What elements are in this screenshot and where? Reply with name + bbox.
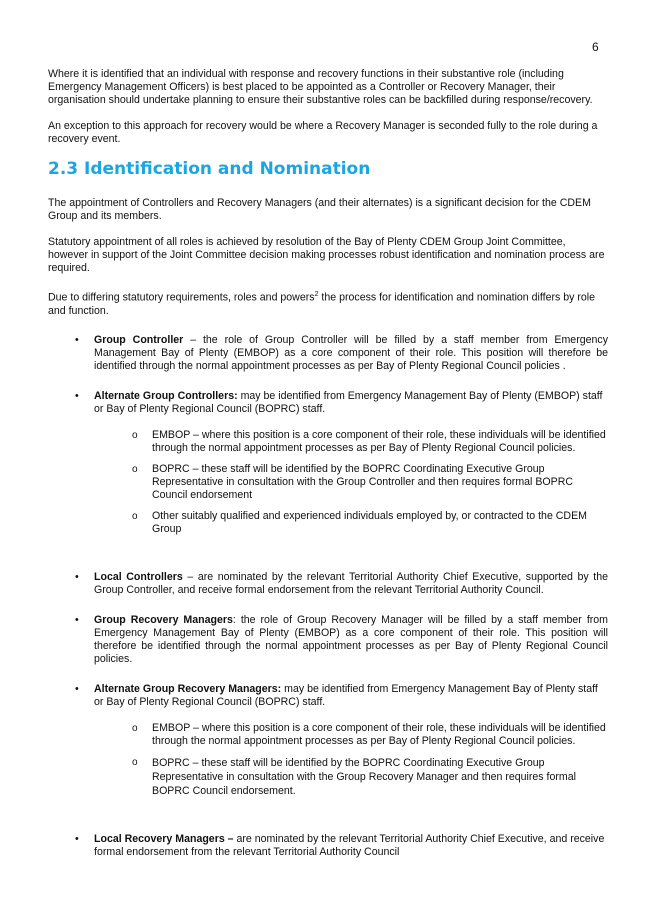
sub-bullet-glyph: o: [132, 722, 138, 734]
sub-item-text: BOPRC – these staff will be identified by the BOPRC Coordinating Executive Group Representative in consultation with the Group Controller and then requires formal BOPRC Council endorsement: [152, 462, 574, 501]
bullet-body: are nominated by the relevant Territorial Authority Chief Executive, and receive formal endorsement from the relevant Territorial Authority Council: [94, 832, 605, 858]
sub-bullet-glyph: o: [132, 756, 138, 768]
bullet-glyph: •: [75, 389, 79, 402]
intro-paragraph-2: An exception to this approach for recovery would be where a Recovery Manager is seconded fully to the role during a recovery event.: [48, 120, 598, 145]
bullet-term: Group Controller: [94, 333, 184, 346]
bullet-term: Alternate Group Controllers:: [94, 389, 238, 402]
sub-item: [94, 756, 608, 798]
bullet-body: : the role of Group Recovery Manager will be filled by a staff member from Emergency Management Bay of Plenty (EMBOP) as a core component of their role. This position will therefore be identified through the normal appointment processes as per Bay of Plenty Regional Council policies.: [94, 613, 609, 665]
bullet-alternate-group-controllers: [48, 390, 608, 558]
bullet-local-recovery-managers: [48, 833, 608, 859]
sub-item-text: EMBOP – where this position is a core component of their role, these individuals will be identified through the normal appointment processes as per Bay of Plenty Regional Council policies.: [152, 428, 606, 454]
bullet-text: [94, 390, 608, 416]
bullet-term: Group Recovery Managers: [94, 613, 233, 626]
bullet-local-controllers: [48, 571, 608, 597]
bullet-term: Alternate Group Recovery Managers:: [94, 682, 282, 695]
statutory-text-after: the process for identification and nomination differs by role and function.: [48, 291, 596, 317]
spacer: [94, 806, 608, 820]
statutory-text-before: Due to differing statutory requirements, roles and powers: [48, 291, 315, 304]
section-paragraph-2: Statutory appointment of all roles is achieved by resolution of the Bay of Plenty CDEM Group Joint Committee, however in support of the Joint Committee decision making processes robust identification and nomination process are required.: [48, 236, 605, 274]
sub-item: [94, 722, 608, 748]
bullet-term: Local Recovery Managers –: [94, 832, 234, 845]
bullet-glyph: •: [75, 613, 79, 626]
sub-item-text: Other suitably qualified and experienced individuals employed by, or contracted to the CDEM Group: [152, 509, 587, 535]
page-content: [48, 68, 608, 872]
sub-list: [94, 429, 608, 536]
bullet-alternate-group-recovery-managers: [48, 683, 608, 820]
intro-paragraph-1: Where it is identified that an individual with response and recovery functions in their substantive role (including Emergency Management Officers) is best placed to be appointed as a Controller or Recovery Manager, their organisation should undertake planning to ensure their substantive roles can be backfilled during response/recovery.: [48, 68, 593, 106]
bullet-body: may be identified from Emergency Management Bay of Plenty (EMBOP) staff or Bay of Plenty Regional Council (BOPRC) staff.: [94, 389, 603, 415]
bullet-body: – the role of Group Controller will be filled by a staff member from Emergency Management Bay of Plenty (EMBOP) as a core component of their role. This position will therefore be identified through the normal appointment processes as per Bay of Plenty Regional Council policies .: [94, 333, 608, 372]
bullet-body: may be identified from Emergency Management Bay of Plenty staff or Bay of Plenty Regional Council (BOPRC) staff.: [94, 682, 598, 708]
sub-item-text: EMBOP – where this position is a core component of their role, these individuals will be identified through the normal appointment processes as per Bay of Plenty Regional Council policies.: [152, 721, 606, 747]
footnote-marker: 2: [314, 291, 319, 298]
sub-bullet-glyph: o: [132, 429, 138, 441]
bullet-term: Local Controllers: [94, 570, 183, 583]
sub-item: [94, 463, 608, 502]
page-number: 6: [592, 40, 599, 54]
bullet-text: [94, 571, 608, 597]
sub-list: [94, 722, 608, 798]
bullet-body: – are nominated by the relevant Territorial Authority Chief Executive, supported by the Group Controller, and receive formal endorsement from the relevant Territorial Authority Council.: [94, 570, 608, 596]
bullet-glyph: •: [75, 682, 79, 695]
bullet-text: [94, 614, 608, 666]
sub-item: [94, 429, 608, 455]
sub-bullet-glyph: o: [132, 463, 138, 475]
bullet-text: [94, 334, 608, 373]
bullet-text: [94, 683, 608, 709]
section-heading: 2.3 Identification and Nomination: [48, 159, 371, 179]
bullet-group-controller: [48, 334, 608, 373]
bullet-glyph: •: [75, 832, 79, 845]
sub-item-text: BOPRC – these staff will be identified by the BOPRC Coordinating Executive Group Representative in consultation with the Group Recovery Manager and then requires formal BOPRC Council endorsement.: [152, 756, 576, 797]
bullet-group-recovery-managers: [48, 614, 608, 666]
spacer: [94, 544, 608, 558]
bullet-text: [94, 833, 608, 859]
sub-item: [94, 510, 608, 536]
bullet-glyph: •: [75, 570, 79, 583]
statutory-paragraph: [48, 288, 608, 318]
roles-bullet-list: [48, 334, 608, 859]
sub-bullet-glyph: o: [132, 510, 138, 522]
bullet-glyph: •: [75, 333, 79, 346]
section-paragraph-1: The appointment of Controllers and Recovery Managers (and their alternates) is a significant decision for the CDEM Group and its members.: [48, 197, 591, 222]
